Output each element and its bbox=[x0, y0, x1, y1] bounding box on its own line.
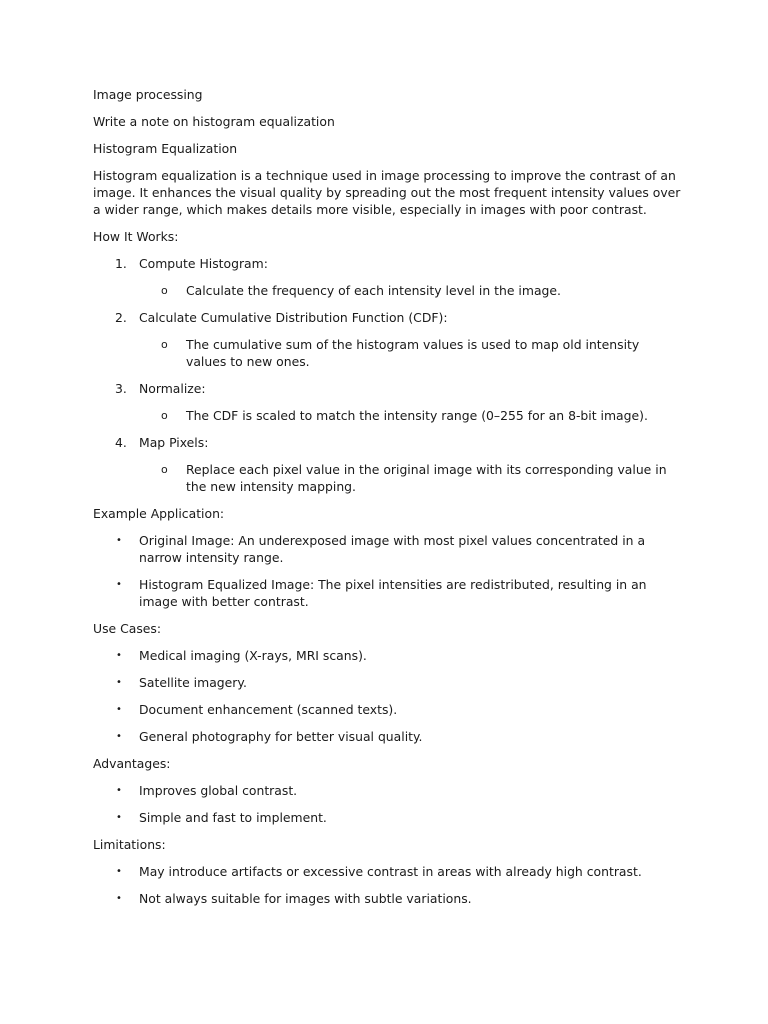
circle-bullet-icon: o bbox=[161, 409, 168, 422]
step-detail-text: The CDF is scaled to match the intensity range (0–255 for an 8-bit image). bbox=[186, 408, 648, 423]
step-detail-text: Replace each pixel value in the original image with its corresponding value in the new intensity mapping. bbox=[186, 462, 667, 494]
list-item-text: Improves global contrast. bbox=[139, 783, 298, 798]
list-item bbox=[93, 674, 683, 691]
step-detail-list bbox=[93, 407, 683, 424]
step-detail bbox=[93, 336, 683, 370]
step-item bbox=[93, 309, 683, 370]
bullet-icon: • bbox=[116, 812, 122, 823]
step-detail-text: Calculate the frequency of each intensity level in the image. bbox=[186, 283, 561, 298]
step-number: 2. bbox=[115, 310, 127, 325]
advantages-heading: Advantages: bbox=[93, 756, 171, 771]
step-item bbox=[93, 380, 683, 424]
intro-paragraph: Histogram equalization is a technique used in image processing to improve the contrast of an image. It enhances the visual quality by spreading out the most frequent intensity values over a wider range, which makes details more visible, especially in images with poor contrast. bbox=[93, 168, 681, 217]
bullet-icon: • bbox=[116, 579, 122, 590]
list-item-text: Simple and fast to implement. bbox=[139, 810, 327, 825]
step-item bbox=[93, 255, 683, 299]
use-cases-heading: Use Cases: bbox=[93, 621, 162, 636]
list-item-text: May introduce artifacts or excessive contrast in areas with already high contrast. bbox=[139, 864, 642, 879]
step-detail-list bbox=[93, 461, 683, 495]
bullet-icon: • bbox=[116, 650, 122, 661]
list-item bbox=[93, 890, 683, 907]
list-item bbox=[93, 576, 683, 610]
bullet-icon: • bbox=[116, 535, 122, 546]
list-item-text: Satellite imagery. bbox=[139, 675, 247, 690]
section-heading: Histogram Equalization bbox=[93, 141, 238, 156]
list-item-text: Document enhancement (scanned texts). bbox=[139, 702, 398, 717]
bullet-icon: • bbox=[116, 677, 122, 688]
step-label: Normalize: bbox=[139, 381, 206, 396]
list-item-text: General photography for better visual quality. bbox=[139, 729, 423, 744]
step-number: 3. bbox=[115, 381, 127, 396]
list-item bbox=[93, 532, 683, 566]
limitations-heading: Limitations: bbox=[93, 837, 166, 852]
step-detail-text: The cumulative sum of the histogram values is used to map old intensity values to new ones. bbox=[186, 337, 640, 369]
example-heading: Example Application: bbox=[93, 506, 225, 521]
list-item-text: Not always suitable for images with subtle variations. bbox=[139, 891, 472, 906]
step-detail bbox=[93, 461, 683, 495]
steps-list bbox=[93, 255, 683, 495]
step-label: Compute Histogram: bbox=[139, 256, 268, 271]
step-detail bbox=[93, 282, 683, 299]
step-label: Map Pixels: bbox=[139, 435, 209, 450]
list-item-text: Original Image: An underexposed image with most pixel values concentrated in a narrow intensity range. bbox=[139, 533, 646, 565]
step-number: 1. bbox=[115, 256, 127, 271]
list-item-text: Medical imaging (X-rays, MRI scans). bbox=[139, 648, 367, 663]
doc-question: Write a note on histogram equalization bbox=[93, 114, 335, 129]
circle-bullet-icon: o bbox=[161, 463, 168, 476]
circle-bullet-icon: o bbox=[161, 284, 168, 297]
list-item-text: Histogram Equalized Image: The pixel intensities are redistributed, resulting in an image with better contrast. bbox=[139, 577, 647, 609]
list-item bbox=[93, 863, 683, 880]
step-detail-list bbox=[93, 282, 683, 299]
step-item bbox=[93, 434, 683, 495]
bullet-icon: • bbox=[116, 704, 122, 715]
list-item bbox=[93, 701, 683, 718]
step-detail-list bbox=[93, 336, 683, 370]
list-item bbox=[93, 809, 683, 826]
step-detail bbox=[93, 407, 683, 424]
bullet-icon: • bbox=[116, 866, 122, 877]
step-number: 4. bbox=[115, 435, 127, 450]
bullet-icon: • bbox=[116, 731, 122, 742]
circle-bullet-icon: o bbox=[161, 338, 168, 351]
list-item bbox=[93, 782, 683, 799]
advantages-list bbox=[93, 782, 683, 826]
how-it-works-heading: How It Works: bbox=[93, 229, 179, 244]
list-item bbox=[93, 647, 683, 664]
use-cases-list bbox=[93, 647, 683, 745]
bullet-icon: • bbox=[116, 785, 122, 796]
limitations-list bbox=[93, 863, 683, 907]
bullet-icon: • bbox=[116, 893, 122, 904]
step-label: Calculate Cumulative Distribution Function (CDF): bbox=[139, 310, 448, 325]
example-list bbox=[93, 532, 683, 610]
document-page bbox=[93, 86, 683, 917]
list-item bbox=[93, 728, 683, 745]
doc-title: Image processing bbox=[93, 87, 203, 102]
